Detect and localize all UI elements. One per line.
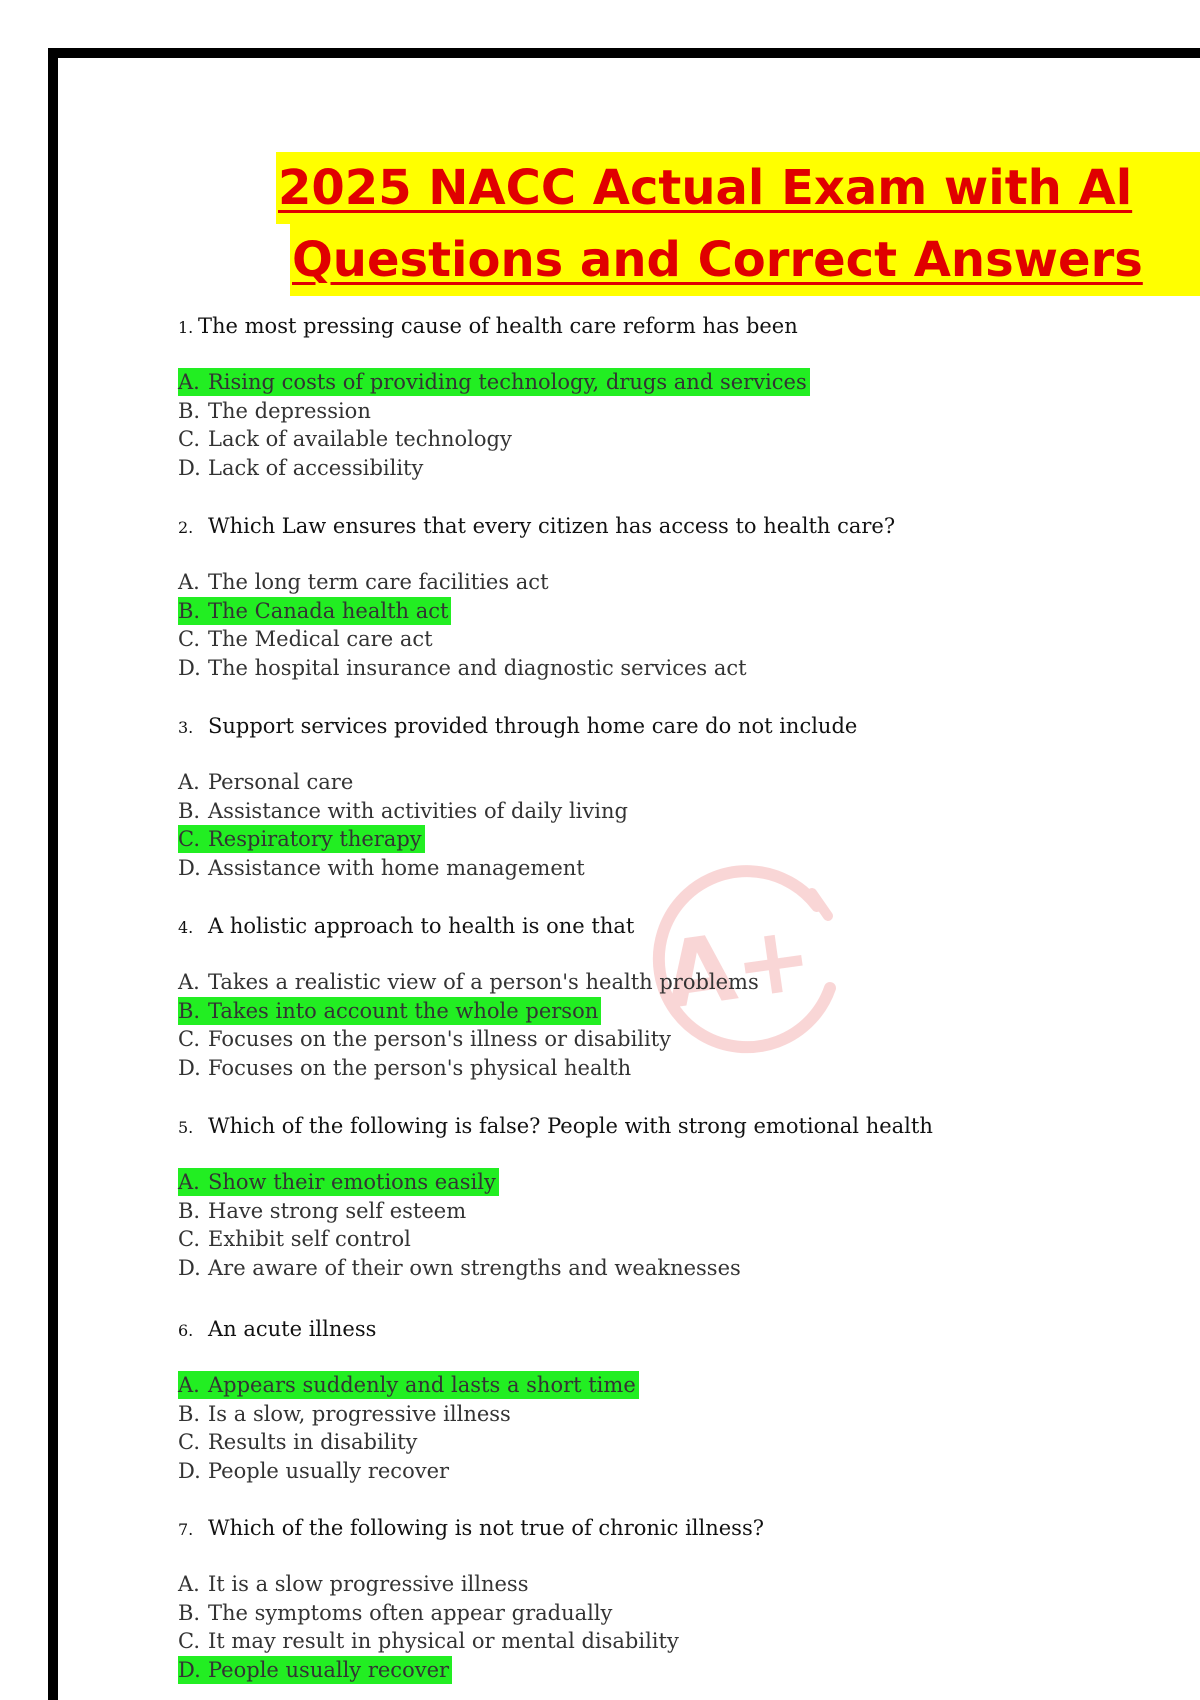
option-letter: C. (178, 827, 200, 851)
answer-option (178, 1054, 631, 1082)
option-letter: A. (178, 370, 200, 394)
answer-option (178, 1025, 671, 1053)
option-letter: B. (178, 798, 201, 823)
option-letter: B. (178, 398, 201, 423)
question-3 (178, 712, 857, 740)
correct-answer-option (178, 825, 425, 853)
option-letter: A. (178, 1373, 200, 1397)
option-text: Lack of accessibility (208, 455, 424, 480)
option-text: Takes a realistic view of a person's health problems (208, 970, 759, 994)
option-text: Focuses on the person's illness or disability (208, 1027, 672, 1051)
question-text: Which Law ensures that every citizen has access to health care? (208, 514, 896, 538)
question-text: Support services provided through home care do not include (208, 714, 858, 738)
question-text: Which of the following is false? People with strong emotional health (208, 1114, 933, 1138)
question-number: 1. (178, 318, 194, 337)
option-text: Lack of available technology (208, 427, 512, 451)
answer-option (178, 425, 512, 453)
option-text: It may result in physical or mental disability (208, 1629, 679, 1653)
answer-option (178, 654, 747, 682)
answer-option (178, 1457, 449, 1485)
answer-option (178, 768, 353, 796)
question-number: 2. (178, 518, 194, 537)
answer-option (178, 1225, 411, 1253)
option-text: Have strong self esteem (208, 1198, 467, 1223)
question-number: 3. (178, 718, 194, 737)
question-text: The most pressing cause of health care reform has been (198, 314, 798, 338)
question-6 (178, 1315, 376, 1343)
answer-option (178, 1428, 417, 1456)
question-text: An acute illness (208, 1317, 377, 1341)
answer-option (178, 1627, 679, 1655)
option-letter: B. (178, 598, 201, 623)
option-text: The Medical care act (208, 627, 433, 651)
option-letter: D. (178, 655, 201, 680)
answer-option (178, 568, 549, 596)
option-text: People usually recover (208, 1458, 450, 1483)
correct-answer-option (178, 1371, 639, 1399)
question-4 (178, 912, 634, 940)
title-line-1: 2025 NACC Actual Exam with Al (276, 152, 1200, 224)
option-letter: D. (178, 1657, 201, 1682)
question-5 (178, 1112, 933, 1140)
question-2 (178, 512, 895, 540)
option-letter: C. (178, 427, 200, 451)
option-text: Assistance with home management (208, 855, 585, 880)
option-text: Takes into account the whole person (208, 998, 599, 1023)
option-text: Results in disability (208, 1430, 418, 1454)
option-letter: D. (178, 1255, 201, 1280)
option-letter: A. (178, 770, 200, 794)
option-text: The hospital insurance and diagnostic services act (208, 655, 747, 680)
option-text: The Canada health act (208, 598, 449, 623)
answer-option (178, 797, 628, 825)
option-text: People usually recover (208, 1657, 450, 1682)
option-text: The long term care facilities act (208, 570, 549, 594)
answer-option (178, 1400, 511, 1428)
question-1 (178, 312, 798, 340)
option-letter: A. (178, 570, 200, 594)
correct-answer-option (178, 997, 601, 1025)
option-letter: C. (178, 1027, 200, 1051)
option-text: Appears suddenly and lasts a short time (208, 1373, 636, 1397)
correct-answer-option (178, 368, 810, 396)
answer-option (178, 1197, 466, 1225)
correct-answer-option (178, 1656, 452, 1684)
question-number: 5. (178, 1118, 194, 1137)
option-text: Respiratory therapy (208, 827, 422, 851)
option-text: Exhibit self control (208, 1227, 411, 1251)
option-text: Rising costs of providing technology, drugs and services (208, 370, 807, 394)
option-text: Assistance with activities of daily living (208, 798, 628, 823)
correct-answer-option (178, 1168, 499, 1196)
stamp-text: A+ (656, 903, 819, 1030)
option-text: Personal care (208, 770, 354, 794)
question-text: Which of the following is not true of chronic illness? (208, 1516, 764, 1540)
question-number: 4. (178, 918, 194, 937)
option-letter: A. (178, 1572, 200, 1596)
option-letter: B. (178, 1401, 201, 1426)
option-letter: B. (178, 998, 201, 1023)
answer-option (178, 1599, 612, 1627)
answer-option (178, 625, 433, 653)
option-letter: C. (178, 1629, 200, 1653)
option-letter: D. (178, 1458, 201, 1483)
option-text: Show their emotions easily (208, 1170, 496, 1194)
option-letter: D. (178, 1055, 201, 1080)
option-letter: B. (178, 1198, 201, 1223)
option-letter: C. (178, 627, 200, 651)
option-letter: B. (178, 1600, 201, 1625)
option-text: Are aware of their own strengths and weaknesses (208, 1255, 741, 1280)
option-letter: A. (178, 1170, 200, 1194)
answer-option (178, 968, 759, 996)
title-line-2: Questions and Correct Answers (290, 224, 1200, 296)
option-text: Is a slow, progressive illness (208, 1401, 511, 1426)
option-letter: C. (178, 1227, 200, 1251)
option-letter: A. (178, 970, 200, 994)
option-text: It is a slow progressive illness (208, 1572, 529, 1596)
correct-answer-option (178, 597, 451, 625)
answer-option (178, 454, 423, 482)
option-text: The depression (208, 398, 371, 423)
option-letter: D. (178, 455, 201, 480)
question-text: A holistic approach to health is one that (208, 914, 635, 938)
question-number: 6. (178, 1321, 194, 1340)
option-text: Focuses on the person's physical health (208, 1055, 632, 1080)
option-letter: D. (178, 855, 201, 880)
question-number: 7. (178, 1520, 194, 1539)
answer-option (178, 397, 371, 425)
question-7 (178, 1514, 764, 1542)
option-text: The symptoms often appear gradually (208, 1600, 613, 1625)
option-letter: C. (178, 1430, 200, 1454)
answer-option (178, 1254, 741, 1282)
answer-option (178, 854, 585, 882)
answer-option (178, 1570, 529, 1598)
